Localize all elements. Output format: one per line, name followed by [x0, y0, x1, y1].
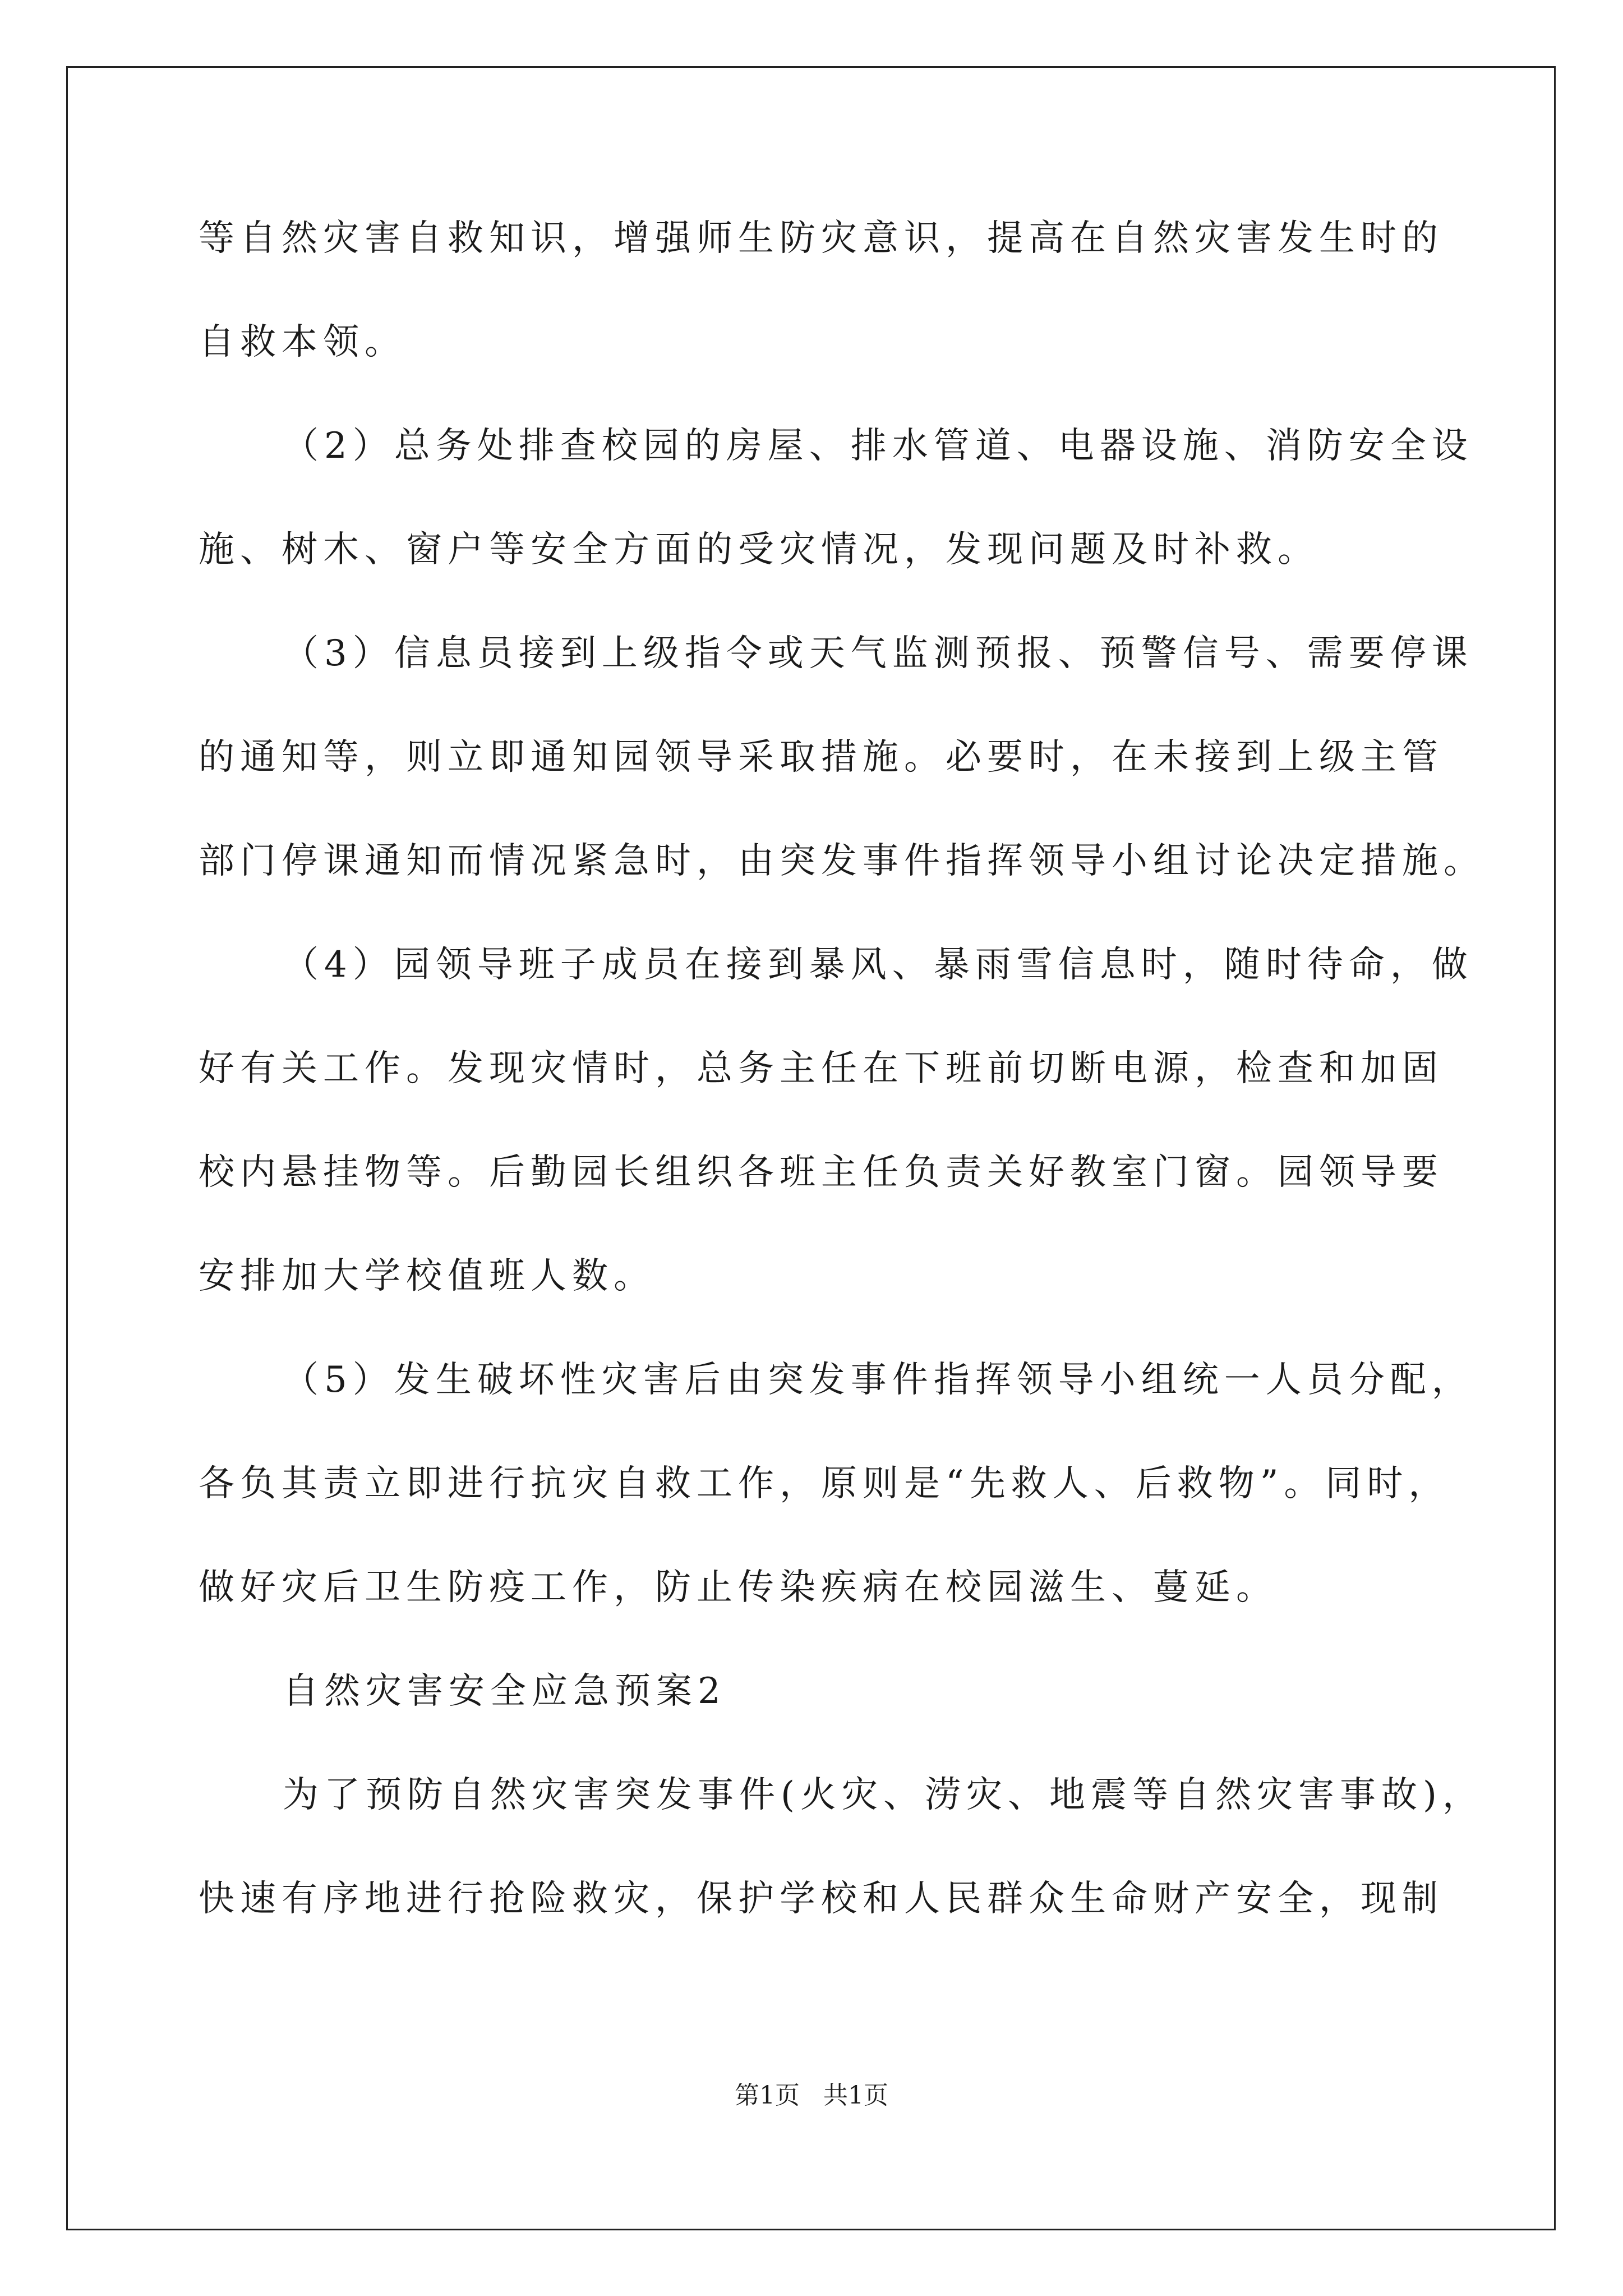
text-line: 好有关工作。发现灾情时，总务主任在下班前切断电源，检查和加固 — [199, 1048, 1444, 1089]
section-heading: 自然灾害安全应急预案2 — [283, 1671, 726, 1712]
text-line: 的通知等，则立即通知园领导采取措施。必要时，在未接到上级主管 — [199, 737, 1444, 778]
text-line: （2）总务处排查校园的房屋、排水管道、电器设施、消防安全设 — [283, 425, 1473, 467]
text-line: 快速有序地进行抢险救灾，保护学校和人民群众生命财产安全，现制 — [199, 1878, 1444, 1920]
page-footer: 第1页 共1页 — [735, 2081, 888, 2110]
text-line: 各负其责立即进行抗灾自救工作，原则是“先救人、后救物”。同时， — [199, 1463, 1450, 1504]
text-line: 做好灾后卫生防疫工作，防止传染疾病在校园滋生、蔓延。 — [199, 1567, 1278, 1608]
text-line: 部门停课通知而情况紧急时，由突发事件指挥领导小组讨论决定措施。 — [199, 840, 1485, 882]
text-line: 自救本领。 — [199, 321, 406, 363]
text-line: （3）信息员接到上级指令或天气监测预报、预警信号、需要停课 — [283, 633, 1473, 674]
text-line: 为了预防自然灾害突发事件(火灾、涝灾、地震等自然灾害事故)， — [283, 1774, 1484, 1816]
text-line: （4）园领导班子成员在接到暴风、暴雨雪信息时，随时待命，做 — [283, 944, 1473, 986]
text-line: 等自然灾害自救知识，增强师生防灾意识，提高在自然灾害发生时的 — [199, 218, 1444, 259]
text-line: 校内悬挂物等。后勤园长组织各班主任负责关好教室门窗。园领导要 — [199, 1152, 1444, 1193]
text-line: 施、树木、窗户等安全方面的受灾情况，发现问题及时补救。 — [199, 529, 1319, 570]
text-line: 安排加大学校值班人数。 — [199, 1255, 655, 1297]
text-line: （5）发生破坏性灾害后由突发事件指挥领导小组统一人员分配， — [283, 1359, 1473, 1401]
